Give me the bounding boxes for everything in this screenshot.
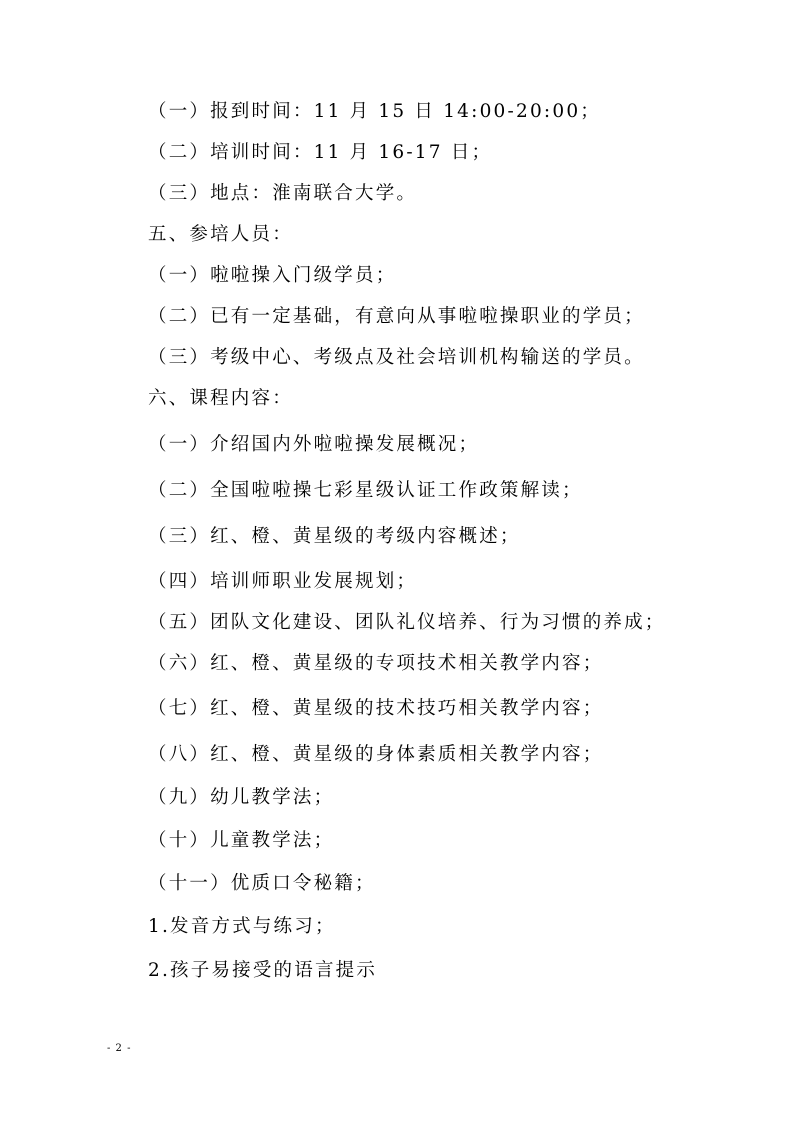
- text-line-subitem-2: 2.孩子易接受的语言提示: [148, 960, 378, 981]
- text-line-participants-1: （一）啦啦操入门级学员；: [148, 265, 397, 286]
- text-line-course-9: （九）幼儿教学法；: [148, 787, 335, 808]
- text-line-course-6: （六）红、橙、黄星级的专项技术相关教学内容；: [148, 653, 604, 674]
- text-line-course-7: （七）红、橙、黄星级的技术技巧相关教学内容；: [148, 698, 604, 719]
- text-line-course-8: （八）红、橙、黄星级的身体素质相关教学内容；: [148, 744, 604, 765]
- page-number: - 2 -: [107, 1043, 132, 1054]
- text-line-location: （三）地点：淮南联合大学。: [148, 183, 418, 204]
- text-line-subitem-1: 1.发音方式与练习；: [148, 916, 336, 937]
- text-line-course-10: （十）儿童教学法；: [148, 830, 335, 851]
- text-line-course-2: （二）全国啦啦操七彩星级认证工作政策解读；: [148, 480, 583, 501]
- text-line-participants-3: （三）考级中心、考级点及社会培训机构输送的学员。: [148, 347, 645, 368]
- text-line-course-5: （五）团队文化建设、团队礼仪培养、行为习惯的养成；: [148, 612, 666, 633]
- text-line-training-time: （二）培训时间：11 月 16-17 日；: [148, 142, 493, 163]
- text-line-course-3: （三）红、橙、黄星级的考级内容概述；: [148, 526, 521, 547]
- text-line-course-1: （一）介绍国内外啦啦操发展概况；: [148, 434, 480, 455]
- text-line-course-11: （十一）优质口令秘籍；: [148, 873, 376, 894]
- section-heading-course-content: 六、课程内容：: [148, 388, 293, 409]
- section-heading-participants: 五、参培人员：: [148, 224, 293, 245]
- text-line-registration-time: （一）报到时间：11 月 15 日 14:00-20:00；: [148, 101, 601, 122]
- text-line-course-4: （四）培训师职业发展规划；: [148, 571, 418, 592]
- text-line-participants-2: （二）已有一定基础，有意向从事啦啦操职业的学员；: [148, 306, 645, 327]
